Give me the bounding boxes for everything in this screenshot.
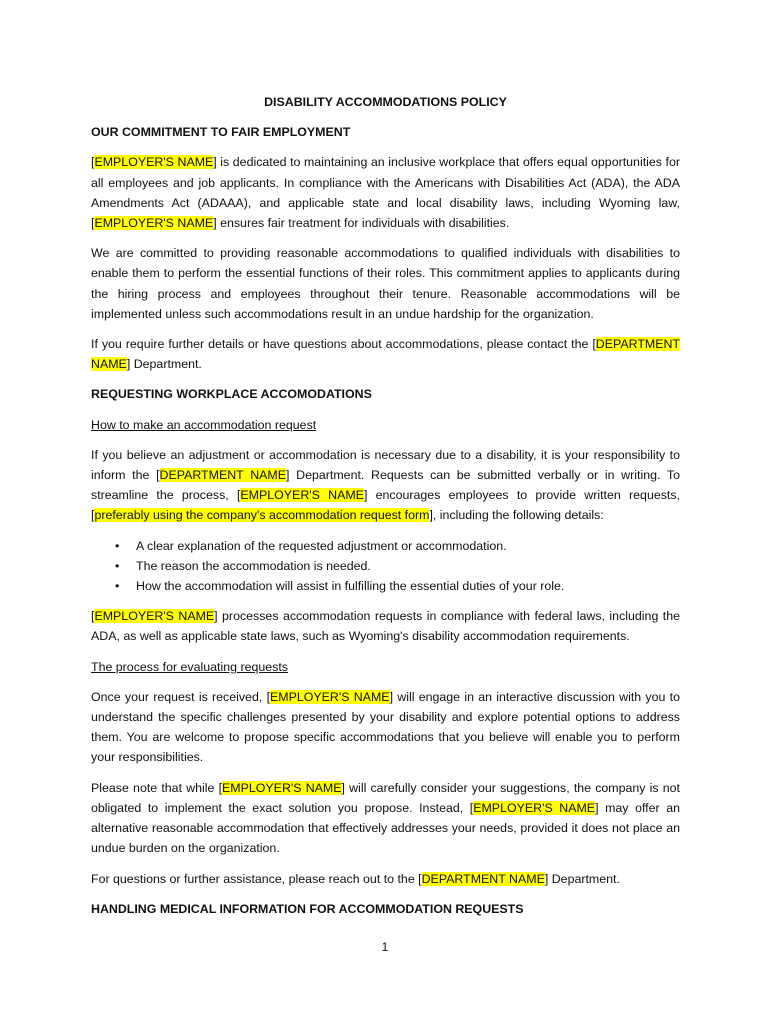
- paragraph-request-details: If you believe an adjustment or accommodation is necessary due to a disability, it is your responsibility to inform the [DEPARTMENT NAME] Department. Requests can be submitted verbally or in writing. To streamline the process, [EMPLOYER'S NAME] encourages employees to provide written requests, [preferably using the company's accommodation request form], including the following details:: [91, 447, 680, 523]
- list-item: • A clear explanation of the requested adjustment or accommodation.: [136, 536, 680, 556]
- paragraph-commitment-intro: [EMPLOYER'S NAME] is dedicated to maintaining an inclusive workplace that offers equal opportunities for all employees and job applicants. In compliance with the Americans with Disabilities Act (ADA), the ADA Amendments Act (ADAAA), and applicable state and local disability laws, including Wyoming law, [EMPLOYER'S NAME] ensures fair treatment for individuals with disabilities.: [91, 155, 680, 231]
- section-heading-medical-information: HANDLING MEDICAL INFORMATION FOR ACCOMMODATION REQUESTS: [91, 901, 524, 916]
- list-item: • The reason the accommodation is needed.: [136, 556, 680, 576]
- paragraph-alternative-accommodation: Please note that while [EMPLOYER'S NAME] will carefully consider your suggestions, the company is not obligated to implement the exact solution you propose. Instead, [EMPLOYER'S NAME] may offer an alternative reasonable accommodation that effectively addresses your needs, provided it does not place an undue burden on the organization.: [91, 780, 681, 856]
- paragraph-commitment-accommodations: We are committed to providing reasonable accommodations to qualified individuals with disabilities to enable them to perform the essential functions of their roles. This commitment applies to applicants during the hiring process and employees throughout their tenure. Reasonable accommodations will be implemented unless such accommodations result in an undue hardship for the organization.: [91, 246, 680, 321]
- subheading-evaluation-process: The process for evaluating requests: [91, 659, 288, 674]
- placeholder-employer-name: EMPLOYER'S NAME: [94, 216, 214, 231]
- document-title: DISABILITY ACCOMMODATIONS POLICY: [264, 95, 507, 109]
- paragraph-further-assistance: For questions or further assistance, please reach out to the [DEPARTMENT NAME] Department.: [91, 871, 620, 886]
- paragraph-interactive-discussion: Once your request is received, [EMPLOYER'S NAME] will engage in an interactive discussion with you to understand the specific challenges presented by your disability and explore potential options to address them. You are welcome to propose specific accommodations that you believe will enable you to perform your responsibilities.: [91, 689, 680, 765]
- placeholder-department-name: DEPARTMENT NAME: [159, 468, 287, 483]
- section-heading-commitment: OUR COMMITMENT TO FAIR EMPLOYMENT: [91, 125, 351, 140]
- placeholder-employer-name: EMPLOYER'S NAME: [94, 609, 215, 624]
- document-page: [91, 92, 680, 929]
- list-item: • How the accommodation will assist in fulfilling the essential duties of your role.: [136, 576, 680, 596]
- placeholder-employer-name: EMPLOYER'S NAME: [473, 800, 596, 815]
- placeholder-request-form: preferably using the company's accommodation request form: [94, 508, 430, 523]
- request-details-list: [91, 536, 680, 597]
- page-number: 1: [381, 940, 389, 954]
- placeholder-department-name: DEPARTMENT NAME: [421, 871, 545, 886]
- placeholder-employer-name: EMPLOYER'S NAME: [270, 689, 390, 704]
- placeholder-department-name: DEPARTMENT NAME: [91, 337, 680, 372]
- paragraph-commitment-contact: If you require further details or have questions about accommodations, please contact the [DEPARTMENT NAME] Department.: [91, 337, 680, 372]
- subheading-how-to-request: How to make an accommodation request: [91, 417, 317, 432]
- section-heading-requesting: REQUESTING WORKPLACE ACCOMODATIONS: [91, 387, 372, 402]
- paragraph-compliance: [EMPLOYER'S NAME] processes accommodation requests in compliance with federal laws, including the ADA, as well as applicable state laws, such as Wyoming's disability accommodation requirements.: [91, 609, 680, 644]
- placeholder-employer-name: EMPLOYER'S NAME: [222, 780, 342, 795]
- placeholder-employer-name: EMPLOYER'S NAME: [94, 155, 214, 170]
- placeholder-employer-name: EMPLOYER'S NAME: [240, 488, 364, 503]
